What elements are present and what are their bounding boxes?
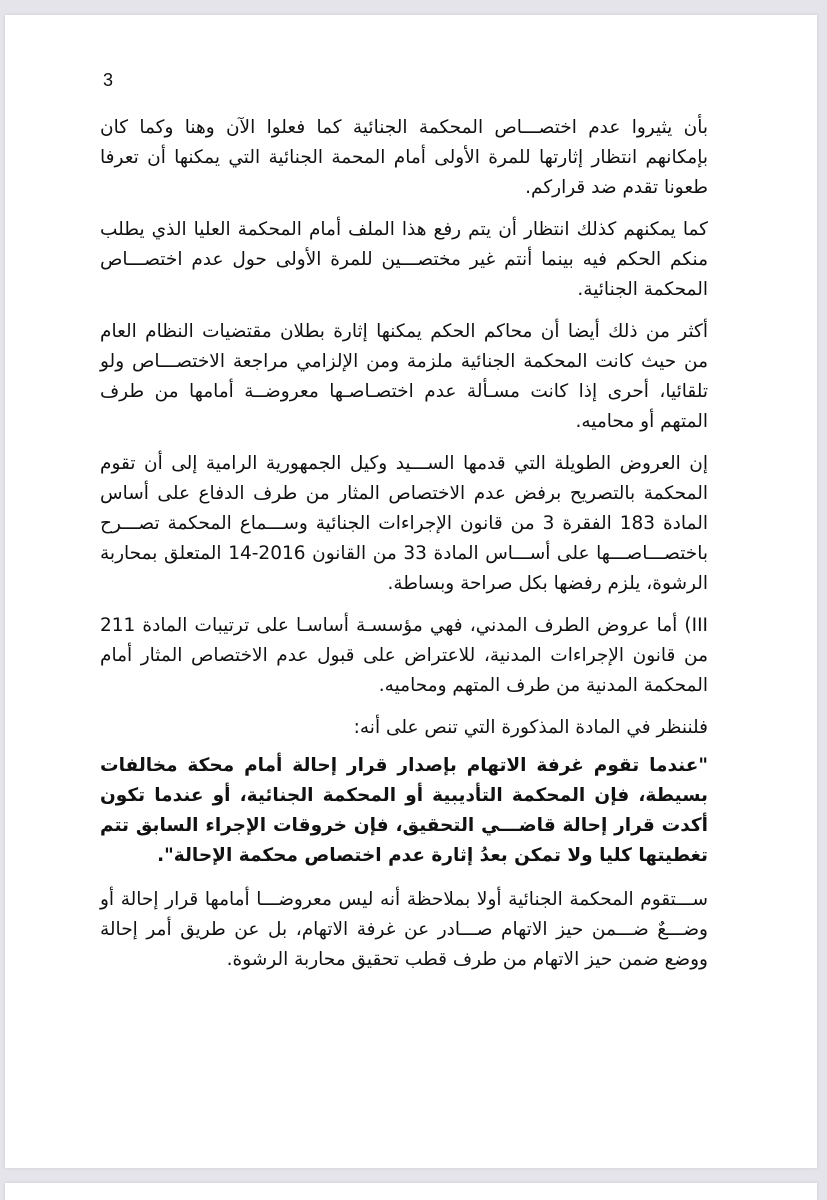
page-content (100, 113, 708, 987)
next-page (5, 1183, 817, 1200)
paragraph: أكثر من ذلك أيضا أن محاكم الحكم يمكنها إثارة بطلان مقتضيات النظام العام من حيث كانت المحكمة الجنائية ملزمة ومن الإلزامي مراجعة الاختصـــاص ولو تلقائيا، أحرى إذا كانت مسـألة عدم اختصـاصـها معروضــة أمامها من طرف المتهم أو محاميه. (100, 321, 708, 432)
paragraph: III) أما عروض الطرف المدني، فهي مؤسسـة أساسـا على ترتيبات المادة 211 من قانون الإجراءات المدنية، للاعتراض على قبول عدم الاختصاص المثار أمام المحكمة المدنية من طرف المتهم ومحاميه. (100, 615, 708, 696)
paragraph: ســـتقوم المحكمة الجنائية أولا بملاحظة أنه ليس معروضـــا أمامها قرار إحالة أو وضـــعٌ ضـــمن حيز الاتهام صـــادر عن غرفة الاتهام، بل عن طريق أمر إحالة ووضع ضمن حيز الاتهام من طرف قطب تحقيق محاربة الرشوة. (100, 889, 708, 970)
paragraph: إن العروض الطويلة التي قدمها الســـيد وكيل الجمهورية الرامية إلى أن تقوم المحكمة بالتصريح برفض عدم الاختصاص المثار من طرف الدفاع على أساس المادة 183 الفقرة 3 من قانون الإجراءات الجنائية وســـماع المحكمة تصـــرح باختصـــاصـــها على أســـاس المادة 33 من القانون 2016-14 المتعلق بمحاربة الرشوة، يلزم رفضها بكل صراحة وبساطة. (100, 453, 709, 594)
page-number: 3 (103, 70, 114, 90)
quote-intro: فلننظر في المادة المذكورة التي تنص على أنه: (353, 717, 708, 738)
document-page (5, 15, 817, 1168)
legal-quote: "عندما تقوم غرفة الاتهام بإصدار قرار إحالة أمام محكة مخالفات بسيطة، فإن المحكمة التأديبية أو المحكمة الجنائية، أو عندما تكون أكدت قرار إحالة قاضـــي التحقيق، فإن خروقات الإجراء السابق تتم تغطيتها كليا ولا تمكن بعدُ إثارة عدم اختصاص محكمة الإحالة". (100, 755, 708, 866)
paragraph: بأن يثيروا عدم اختصـــاص المحكمة الجنائية كما فعلوا الآن وهنا وكما كان بإمكانهم انتظار إثارتها للمرة الأولى أمام المحمة الجنائية التي يمكنها أن تعرفا طعونا تقدم ضد قراركم. (100, 117, 708, 198)
paragraph: كما يمكنهم كذلك انتظار أن يتم رفع هذا الملف أمام المحكمة العليا الذي يطلب منكم الحكم فيه بينما أنتم غير مختصـــين للمرة الأولى حول عدم اختصـــاص المحكمة الجنائية. (100, 219, 708, 300)
